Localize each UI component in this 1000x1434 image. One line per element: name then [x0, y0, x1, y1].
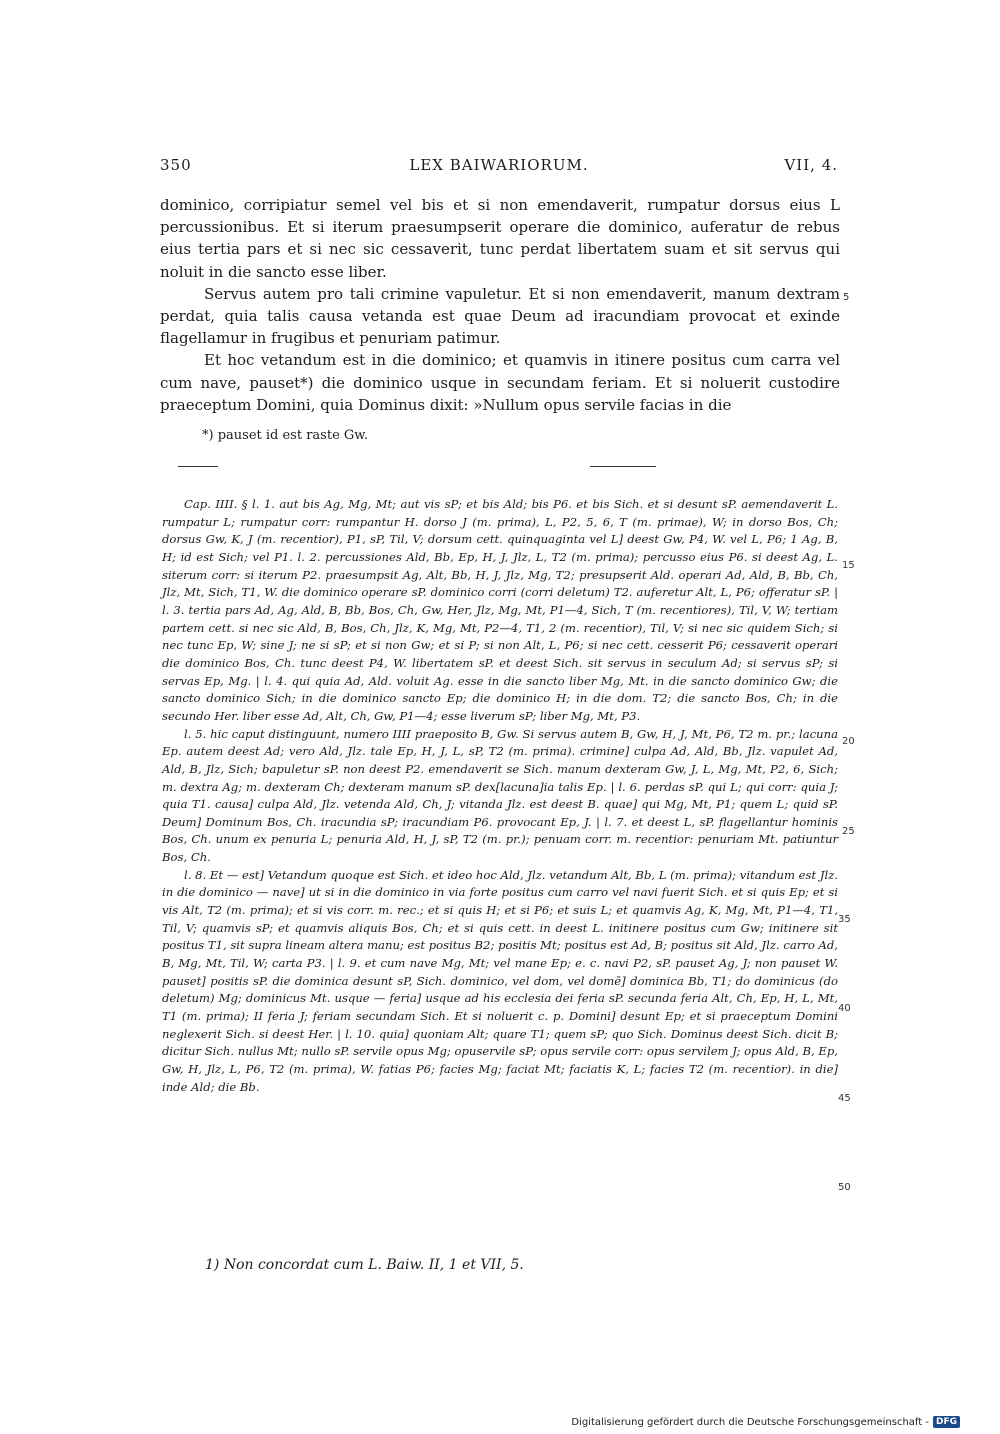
- margin-line-number: 25: [842, 826, 855, 837]
- margin-line-number: 35: [838, 914, 851, 925]
- endnote: 1) Non concordat cum L. Baiw. II, 1 et VII, 5.: [205, 1257, 524, 1273]
- margin-line-number: 50: [838, 1182, 851, 1193]
- main-paragraph: Servus autem pro tali crimine vapuletur. Et si non emendaverit, manum dextram perdat, quia talis causa vetanda est quae Deum ad iracundiam provocat et exinde flagellamur in frugibus et penuriam patimur.: [160, 284, 840, 348]
- page-number: 350: [160, 156, 192, 174]
- page-header: [160, 156, 838, 180]
- critical-apparatus: [162, 496, 838, 1096]
- running-title: LEX BAIWARIORUM.: [409, 156, 589, 174]
- main-paragraph: dominico, corripiatur semel vel bis et si non emendaverit, rumpatur dorsus eius L percussionibus. Et si iterum praesumpserit operare die dominico, auferatur de rebus eius tertia pars et si nec sic cessaverit, tunc perdat libertatem suam et sit servus qui noluit in die sancto esse liber.: [160, 196, 840, 281]
- margin-line-number: 45: [838, 1093, 851, 1104]
- margin-line-number: 5: [843, 292, 850, 303]
- digitization-credit: [571, 1414, 960, 1430]
- main-text: [160, 194, 840, 416]
- apparatus-paragraph: l. 8. Et — est] Vetandum quoque est Sich. et ideo hoc Ald, Jlz. vetandum Alt, Bb, L (m. prima); vitandum est Jlz. in die dominico — nave] ut si in die dominico in via forte positus cum carro vel navi fuerit Sich. et si quis Ep; et si vis Alt, T2 (m. prima); et si vis corr. m. rec.; et si quis H; et si P6; et suis L; et quamvis Ag, K, Mg, Mt, P1—4, T1, Til, V; quamvis sP; et quamvis aliquis Bos, Ch; et si quis cett. in deest L. initinere positus cum Gw; initinere sit positus T1, sit supra lineam altera manu; est positus B2; positis Mt; positus est Ad, B; positus sit Ald, Jlz. carro Ad, B, Mg, Mt, Til, W; carta P3. | l. 9. et cum nave Mg, Mt; vel mane Ep; e. c. navi P2, sP. pauset Ag, J; non pauset W. pauset] positis sP. die dominica desunt sP, Sich. dominico, vel dom, vel domē] dominica Bb, T1; do dominicus (do deletum) Mg; dominicus Mt. usque — feria] usque ad his ecclesia dei feria sP. secunda feria Alt, Ch, Ep, H, L, Mt, T1 (m. prima); II feria J; feriam secundam Sich. Et si noluerit c. p. Domini] desunt Ep; et si praeceptum Domini neglexerit Sich. si deest Her. | l. 10. quia] quoniam Alt; quare T1; quem sP; quo Sich. Dominus deest Sich. dicit B; dicitur Sich. nullus Mt; nullo sP. servile opus Mg; opuservile sP; opus servile corr: opus servilem J; opus Ald, B, Ep, Gw, H, Jlz, L, P6, T2 (m. prima), W. fatias P6; facies Mg; faciat Mt; faciatis K, L; facies T2 (m. recentior). in die] inde Ald; die Bb.: [162, 867, 838, 1094]
- separator-rule: [590, 466, 656, 467]
- section-number: VII, 4.: [784, 156, 838, 174]
- separator-rule: [178, 466, 218, 467]
- main-paragraph: Et hoc vetandum est in die dominico; et quamvis in itinere positus cum carra vel cum nave, pauset*) die dominico usque in secundam feriam. Et si noluerit custodire praeceptum Domini, quia Dominus dixit: »Nullum opus servile facias in die: [160, 351, 840, 414]
- margin-line-number: 15: [842, 560, 855, 571]
- margin-line-number: 40: [838, 1003, 851, 1014]
- margin-line-number: 20: [842, 736, 855, 747]
- apparatus-paragraph: Cap. IIII. § l. 1. aut bis Ag, Mg, Mt; aut vis sP; et bis Ald; bis P6. et bis Sich. et si desunt sP. aemendaverit L. rumpatur L; rumpatur corr: rumpantur H. dorso J (m. prima), L, P2, 5, 6, T (m. primae), W; in dorso Bos, Ch; dorsus Gw, K, J (m. recentior), P1, sP, Til, V; dorsum cett. quinquaginta vel L] deest Gw, P4, W. vel L, P6; 1 Ag, B, H; id est Sich; vel P1. l. 2. percussiones Ald, Bb, Ep, H, J, Jlz, L, T2 (m. prima); percusso eius P6. si deest Ag, L. siterum corr: si iterum P2. praesumpsit Ag, Alt, Bb, H, J, Jlz, Mg, T2; presupserit Ald. operari Ad, Ald, B, Bb, Ch, Jlz, Mt, Sich, T1, W. die dominico operare sP. dominico corri (corri deletum) T2. auferetur Alt, L, P6; offeratur sP. | l. 3. tertia pars Ad, Ag, Ald, B, Bb, Bos, Ch, Gw, Her, Jlz, Mg, Mt, P1—4, Sich, T (m. recentiores), Til, V, W; tertiam partem cett. si nec sic Ald, B, Bos, Ch, Jlz, K, Mg, Mt, P2—4, T1, 2 (m. recentior), Til, V; si nec sic quidem Sich; si nec tunc Ep, W; sine J; ne si sP; et si non Gw; et si P; si non Alt, L, P6; si nec cett. cesserit P6; cessaverit operari die dominico Bos, Ch. tunc deest P4, W. libertatem sP. et deest Sich. sit servus in seculum Ad; si servus sP; si servas Ep, Mg. | l. 4. qui quia Ad, Ald. voluit Ag. esse in die sancto liber Mg, Mt. in die sancto dominico Gw; die sancto dominico Sich; in die dominico sancto Ep; die dominico H; in die dom. T2; die sancto Bos, Ch; in die secundo Her. liber esse Ad, Alt, Ch, Gw, P1—4; esse liverum sP; liber Mg, Mt, P3.: [162, 497, 838, 723]
- apparatus-paragraph: l. 5. hic caput distinguunt, numero IIII praeposito B, Gw. Si servus autem B, Gw, H, J, Mt, P6, T2 m. pr.; lacuna Ep. autem deest Ad; vero Ald, Jlz. tale Ep, H, J, L, sP, T2 (m. prima). crimine] culpa Ad, Ald, Bb, Jlz. vapulet Ad, Ald, B, Jlz, Sich; bapuletur sP. non deest P2. emendaverit se Sich. manum dexteram Gw, J, L, Mg, Mt, P2, 6, Sich; m. dextra Ag; m. dexteram Ch; dexteram manum sP. dex[lacuna]ia talis Ep. | l. 6. perdas sP. qui L; qui corr: quia J; quia T1. causa] culpa Ald, Jlz. vetenda Ald, Ch, J; vitanda Jlz. est deest B. quae] qui Mg, Mt, P1; quem L; quid sP. Deum] Dominum Bos, Ch. iracundia sP; iracundiam P6. provocant Ep, J. | l. 7. et deest L, sP. flagellantur hominis Bos, Ch. unum ex penuria L; penuria Ald, H, J, sP, T2 (m. pr.); penuam corr. m. recentior: penuriam Mt. patiuntur Bos, Ch.: [162, 726, 838, 865]
- footnote: *) pauset id est raste Gw.: [202, 428, 368, 443]
- digitization-text: Digitalisierung gefördert durch die Deutsche Forschungsgemeinschaft -: [571, 1416, 929, 1428]
- dfg-logo-icon: DFG: [933, 1416, 960, 1428]
